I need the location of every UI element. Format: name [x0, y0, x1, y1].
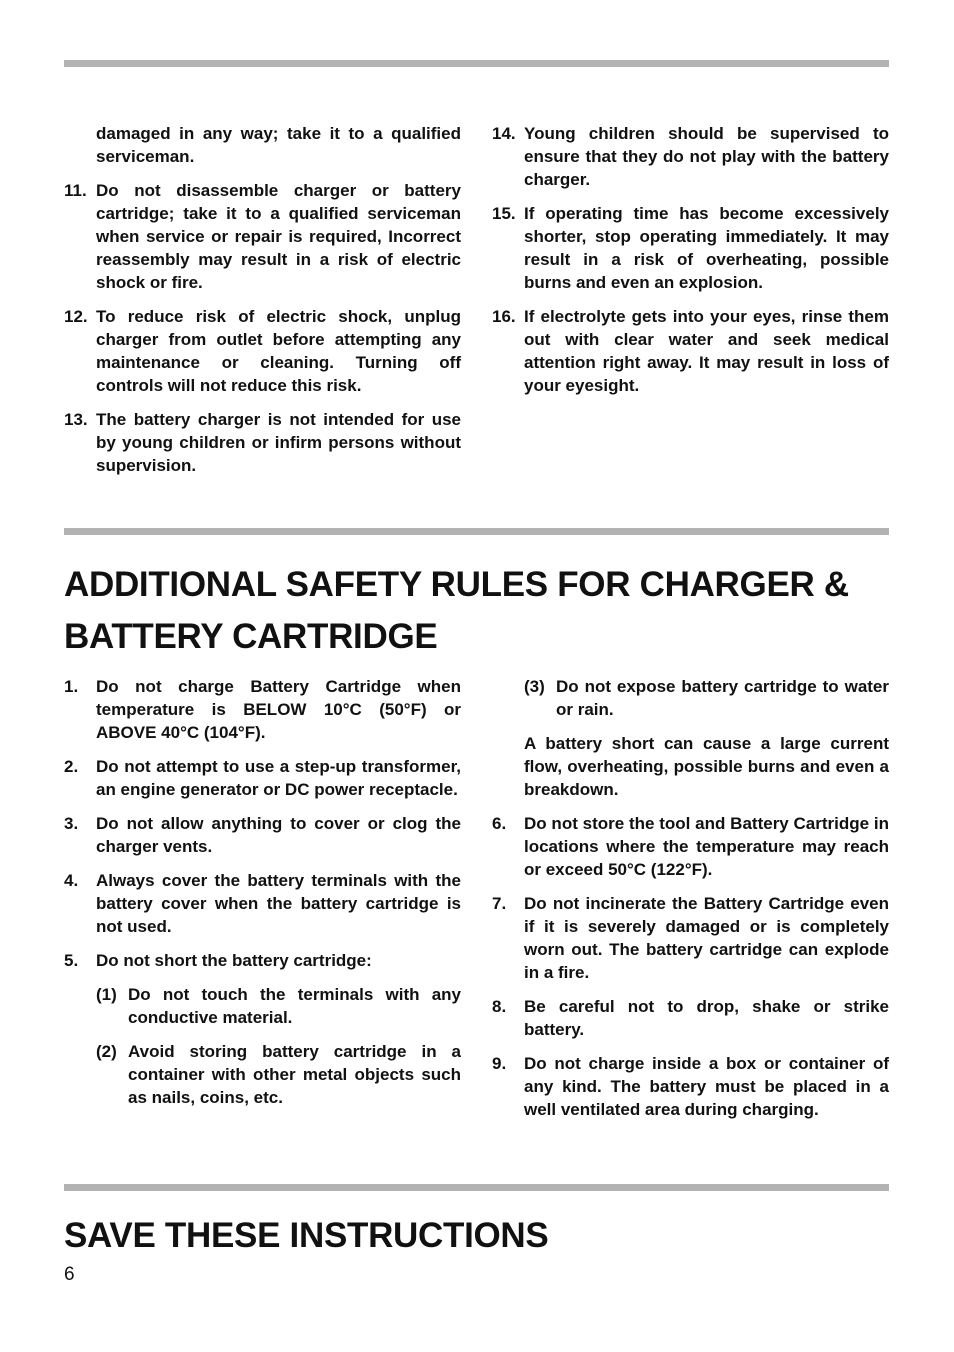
save-instructions-heading: SAVE THESE INSTRUCTIONS: [64, 1216, 549, 1255]
rule-subitem-1: [64, 983, 461, 1029]
item-text: Do not short the battery cartridge:: [96, 951, 372, 970]
item-number: 14.: [492, 124, 516, 143]
item-text: If operating time has become excessively shorter, stop operating immediately. It may result in a risk of overheating, possible burns and even an explosion.: [524, 204, 889, 292]
item-number: 12.: [64, 307, 88, 326]
item-text: If electrolyte gets into your eyes, rinse them out with clear water and seek medical attention right away. It may result in loss of your eyesight.: [524, 307, 889, 395]
item-number: 6.: [492, 814, 507, 833]
heading-line-1: ADDITIONAL SAFETY RULES FOR CHARGER &: [64, 565, 849, 604]
rule-item-1: [64, 675, 461, 744]
subitem-number: (2): [96, 1042, 117, 1061]
item-text: Do not charge Battery Cartridge when temperature is BELOW 10°C (50°F) or ABOVE 40°C (104°F).: [96, 677, 461, 742]
item-text: Do not disassemble charger or battery cartridge; take it to a qualified serviceman when service or repair is required, Incorrect reassembly may result in a risk of electric shock or fire.: [96, 181, 461, 292]
subitem-number: (3): [524, 677, 545, 696]
item-number: 4.: [64, 871, 79, 890]
rule-item-7: [492, 892, 889, 984]
list-item-12: [64, 305, 461, 397]
section-heading: [64, 559, 849, 663]
rule-item-2: [64, 755, 461, 801]
item-number: 7.: [492, 894, 507, 913]
rules-left-column: [64, 675, 461, 1120]
item-text: To reduce risk of electric shock, unplug charger from outlet before attempting any maintenance or cleaning. Turning off controls will not reduce this risk.: [96, 307, 461, 395]
item-text: Do not allow anything to cover or clog the charger vents.: [96, 814, 461, 856]
list-item-11: [64, 179, 461, 294]
battery-short-note: A battery short can cause a large current flow, overheating, possible burns and even a breakdown.: [524, 734, 889, 799]
item-number: 13.: [64, 410, 88, 429]
item-number: 5.: [64, 951, 79, 970]
rule-item-8: [492, 995, 889, 1041]
item-number: 1.: [64, 677, 79, 696]
item-number: 3.: [64, 814, 79, 833]
item-text: Do not incinerate the Battery Cartridge even if it is severely damaged or is completely worn out. The battery cartridge can explode in a fire.: [524, 894, 889, 982]
rule-item-6: [492, 812, 889, 881]
subitem-text: Do not touch the terminals with any conductive material.: [128, 985, 461, 1027]
rule-item-3: [64, 812, 461, 858]
item-number: 15.: [492, 204, 516, 223]
item-text: Always cover the battery terminals with the battery cover when the battery cartridge is not used.: [96, 871, 461, 936]
top-right-column: [492, 122, 889, 408]
item-text: Do not attempt to use a step-up transformer, an engine generator or DC power receptacle.: [96, 757, 461, 799]
item-text: Do not charge inside a box or container of any kind. The battery must be placed in a well ventilated area during charging.: [524, 1054, 889, 1119]
item-number: 16.: [492, 307, 516, 326]
item-number: 8.: [492, 997, 507, 1016]
top-divider-rule: [64, 60, 889, 67]
bottom-divider-rule: [64, 1184, 889, 1191]
top-left-column: [64, 122, 461, 488]
rule-item-4: [64, 869, 461, 938]
item-text: Young children should be supervised to ensure that they do not play with the battery charger.: [524, 124, 889, 189]
list-item-15: [492, 202, 889, 294]
item-text: Be careful not to drop, shake or strike battery.: [524, 997, 889, 1039]
heading-line-2: BATTERY CARTRIDGE: [64, 617, 438, 656]
continued-item-text: damaged in any way; take it to a qualified serviceman.: [96, 124, 461, 166]
item-number: 11.: [64, 181, 87, 200]
section-divider-rule: [64, 528, 889, 535]
rule-subitem-3: [492, 675, 889, 721]
rule-item-5: [64, 949, 461, 972]
item-number: 2.: [64, 757, 79, 776]
list-item-13: [64, 408, 461, 477]
list-item-14: [492, 122, 889, 191]
item-text: The battery charger is not intended for use by young children or infirm persons without supervision.: [96, 410, 461, 475]
item-number: 9.: [492, 1054, 507, 1073]
item-text: Do not store the tool and Battery Cartridge in locations where the temperature may reach or exceed 50°C (122°F).: [524, 814, 889, 879]
page-number: 6: [64, 1264, 75, 1285]
subitem-text: Avoid storing battery cartridge in a container with other metal objects such as nails, coins, etc.: [128, 1042, 461, 1107]
subitem-number: (1): [96, 985, 117, 1004]
rules-right-column: [492, 675, 889, 1132]
list-item-16: [492, 305, 889, 397]
rule-item-9: [492, 1052, 889, 1121]
subitem-text: Do not expose battery cartridge to water or rain.: [556, 677, 889, 719]
rule-subitem-2: [64, 1040, 461, 1109]
